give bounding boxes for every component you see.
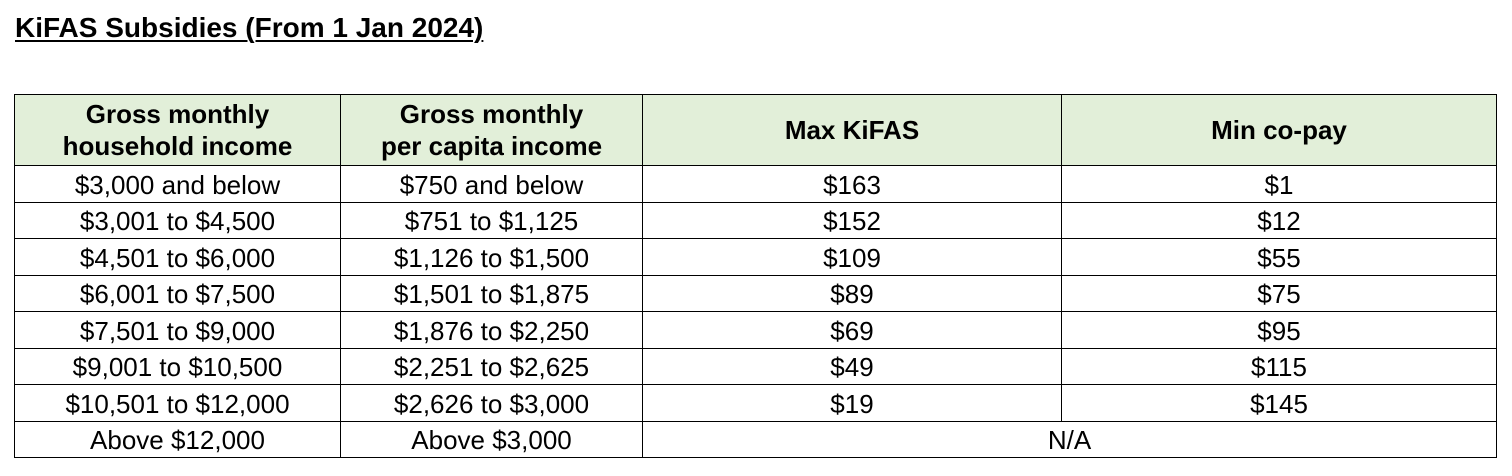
cell-per-capita-income: $1,876 to $2,250 xyxy=(341,312,643,349)
table-row xyxy=(15,312,1497,349)
cell-per-capita-income: $751 to $1,125 xyxy=(341,202,643,239)
cell-not-applicable: N/A xyxy=(643,421,1497,458)
cell-min-copay: $75 xyxy=(1062,275,1497,312)
cell-min-copay: $12 xyxy=(1062,202,1497,239)
cell-per-capita-income: $1,501 to $1,875 xyxy=(341,275,643,312)
cell-household-income: $3,000 and below xyxy=(15,166,341,203)
table-row xyxy=(15,275,1497,312)
cell-household-income: $3,001 to $4,500 xyxy=(15,202,341,239)
header-max-kifas xyxy=(643,95,1062,166)
kifas-subsidy-table xyxy=(14,94,1497,458)
cell-min-copay: $145 xyxy=(1062,385,1497,422)
header-min-copay xyxy=(1062,95,1497,166)
header-text-line: Gross monthly xyxy=(399,99,584,129)
table-row xyxy=(15,166,1497,203)
cell-max-kifas: $163 xyxy=(643,166,1062,203)
header-per-capita-income xyxy=(341,95,643,166)
table-row xyxy=(15,202,1497,239)
cell-household-income: Above $12,000 xyxy=(15,421,341,458)
cell-per-capita-income: $2,251 to $2,625 xyxy=(341,348,643,385)
cell-min-copay: $95 xyxy=(1062,312,1497,349)
cell-per-capita-income: $750 and below xyxy=(341,166,643,203)
cell-per-capita-income: $1,126 to $1,500 xyxy=(341,239,643,276)
table-header-row xyxy=(15,95,1497,166)
cell-household-income: $9,001 to $10,500 xyxy=(15,348,341,385)
cell-max-kifas: $69 xyxy=(643,312,1062,349)
cell-household-income: $10,501 to $12,000 xyxy=(15,385,341,422)
page-title: KiFAS Subsidies (From 1 Jan 2024) xyxy=(15,12,484,43)
cell-min-copay: $55 xyxy=(1062,239,1497,276)
table-row xyxy=(15,385,1497,422)
cell-max-kifas: $49 xyxy=(643,348,1062,385)
cell-max-kifas: $109 xyxy=(643,239,1062,276)
table-row-above-threshold xyxy=(15,421,1497,458)
cell-min-copay: $1 xyxy=(1062,166,1497,203)
table-row xyxy=(15,348,1497,385)
cell-per-capita-income: Above $3,000 xyxy=(341,421,643,458)
cell-min-copay: $115 xyxy=(1062,348,1497,385)
cell-per-capita-income: $2,626 to $3,000 xyxy=(341,385,643,422)
cell-household-income: $6,001 to $7,500 xyxy=(15,275,341,312)
header-household-income xyxy=(15,95,341,166)
cell-household-income: $4,501 to $6,000 xyxy=(15,239,341,276)
header-text-line: Min co-pay xyxy=(1211,115,1347,145)
header-text-line: Gross monthly xyxy=(85,99,270,129)
table-row xyxy=(15,239,1497,276)
cell-max-kifas: $152 xyxy=(643,202,1062,239)
cell-max-kifas: $89 xyxy=(643,275,1062,312)
cell-max-kifas: $19 xyxy=(643,385,1062,422)
header-text-line: per capita income xyxy=(380,131,603,161)
header-text-line: household income xyxy=(62,131,293,161)
header-text-line: Max KiFAS xyxy=(784,115,920,145)
cell-household-income: $7,501 to $9,000 xyxy=(15,312,341,349)
